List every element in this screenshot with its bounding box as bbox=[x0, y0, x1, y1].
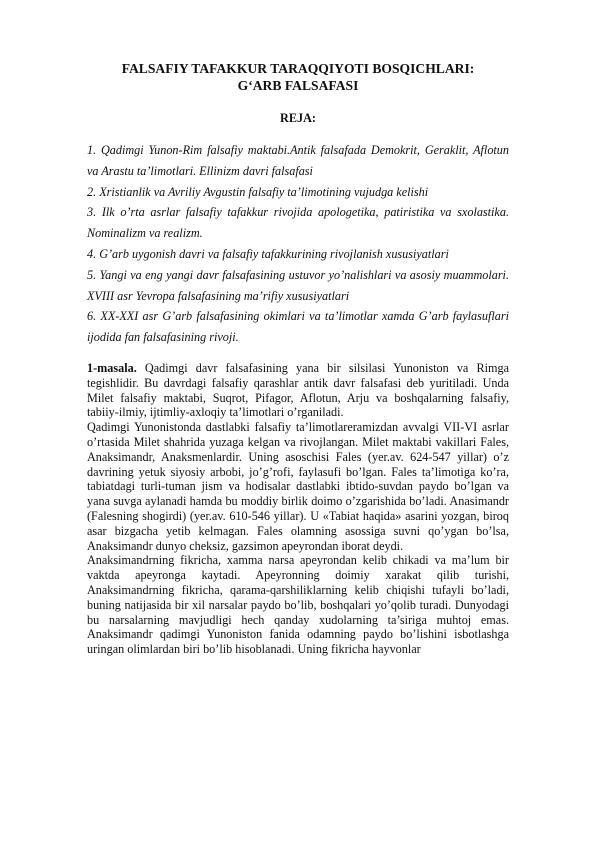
body-text bbox=[87, 361, 509, 657]
plan-item: 1. Qadimgi Yunon-Rim falsafiy maktabi.Antik falsafada Demokrit, Geraklit, Aflotun va Arastu ta’limotlari. Ellinizm davri falsafasi bbox=[87, 143, 509, 178]
paragraph-1 bbox=[87, 361, 509, 420]
plan-item: 4. G’arb uygonish davri va falsafiy tafakkurining rivojlanish xususiyatlari bbox=[87, 246, 449, 261]
plan-item: 5. Yangi va eng yangi davr falsafasining ustuvor yo’nalishlari va asosiy muammolari. XVIII asr Yevropa falsafasining ma’rifiy xususiyatlari bbox=[87, 267, 509, 303]
plan-list bbox=[87, 140, 509, 348]
title-line-2: G‘ARB FALSAFASI bbox=[237, 78, 359, 93]
paragraph-1-text: Qadimgi davr falsafasining yana bir silsilasi Yunoniston va Rimga tegishlidir. Bu davrdagi falsafiy qarashlar antik davr falsafasi deb yuritiladi. Unda Milet falsafiy maktabi, Suqrot, Pifagor, Aflotun, Arju va boshqalarning falsafiy, tabiiy-ilmiy, ijtimliy-axloqiy ta’limotlari o’rganiladi. bbox=[87, 360, 509, 420]
paragraph-3: Anaksimandrning fikricha, xamma narsa apeyrondan kelib chikadi va ma’lum bir vaktda apeyronga kaytadi. Apeyronning doimiy xarakat qilib turishi, Anaksimandrning fikricha, qarama-qarshiliklarning kelib chiqishi tufayli bo’ladi, buning natijasida bir xil narsalar paydo bo’lib, boshqalari yo’qolib turadi. Dunyodagi bu narsalarning mavjudligi hech qanday xudolarning ta’siriga muhtoj emas. Anaksimandr qadimgi Yunoniston fanida odamning paydo bo’lishini isbotlashga uringan olimlardan biri bo’lib hisoblanadi. Uning fikricha hayvonlar bbox=[87, 553, 509, 657]
title-line-1: FALSAFIY TAFAKKUR TARAQQIYOTI BOSQICHLARI: bbox=[121, 61, 475, 76]
plan-item: 6. XX-XXI asr G’arb falsafasining okimlari va ta’limotlar xamda G’arb faylasuflari ijodida fan falsafasining rivoji. bbox=[87, 309, 509, 345]
issue-label: 1-masala. bbox=[87, 360, 137, 375]
plan-heading: REJA: bbox=[280, 111, 316, 125]
plan-item: 2. Xristianlik va Avriliy Avgustin falsafiy ta’limotining vujudga kelishi bbox=[87, 184, 429, 199]
document-title bbox=[87, 60, 509, 94]
paragraph-2: Qadimgi Yunonistonda dastlabki falsafiy ta’limotlareramizdan avvalgi VII-VI asrlar o’rtasida Milet shahrida yuzaga kelgan va rivojlangan. Milet maktabi vakillari Fales, Anaksimandr, Anaksmenlardir. Uning asoschisi Fales (yer.av. 624-547 yillar) o’z davrining yetuk siyosiy arbobi, jo’g’rofi, faylasufi bo’lgan. Fales ta’limotiga ko’ra, tabiatdagi turli-tuman jism va hodisalar dastlabki ibtido-suvdan paydo bo’lgan va yana suvga aylanadi hamda bu moddiy birlik doimo o’zgarishida bo’ladi. Anasimandr (Falesning shogirdi) (yer.av. 610-546 yillar). U «Tabiat haqida» asarini yozgan, biroq asar bizgacha yetib kelmagan. Fales olamning asossiga suvni qo’ygan bo’lsa, Anaksimandr dunyo cheksiz, gazsimon apeyrondan iborat deydi. bbox=[87, 420, 509, 553]
plan-item: 3. Ilk o’rta asrlar falsafiy tafakkur rivojida apologetika, patiristika va sxolastika. Nominalizm va realizm. bbox=[87, 205, 509, 241]
